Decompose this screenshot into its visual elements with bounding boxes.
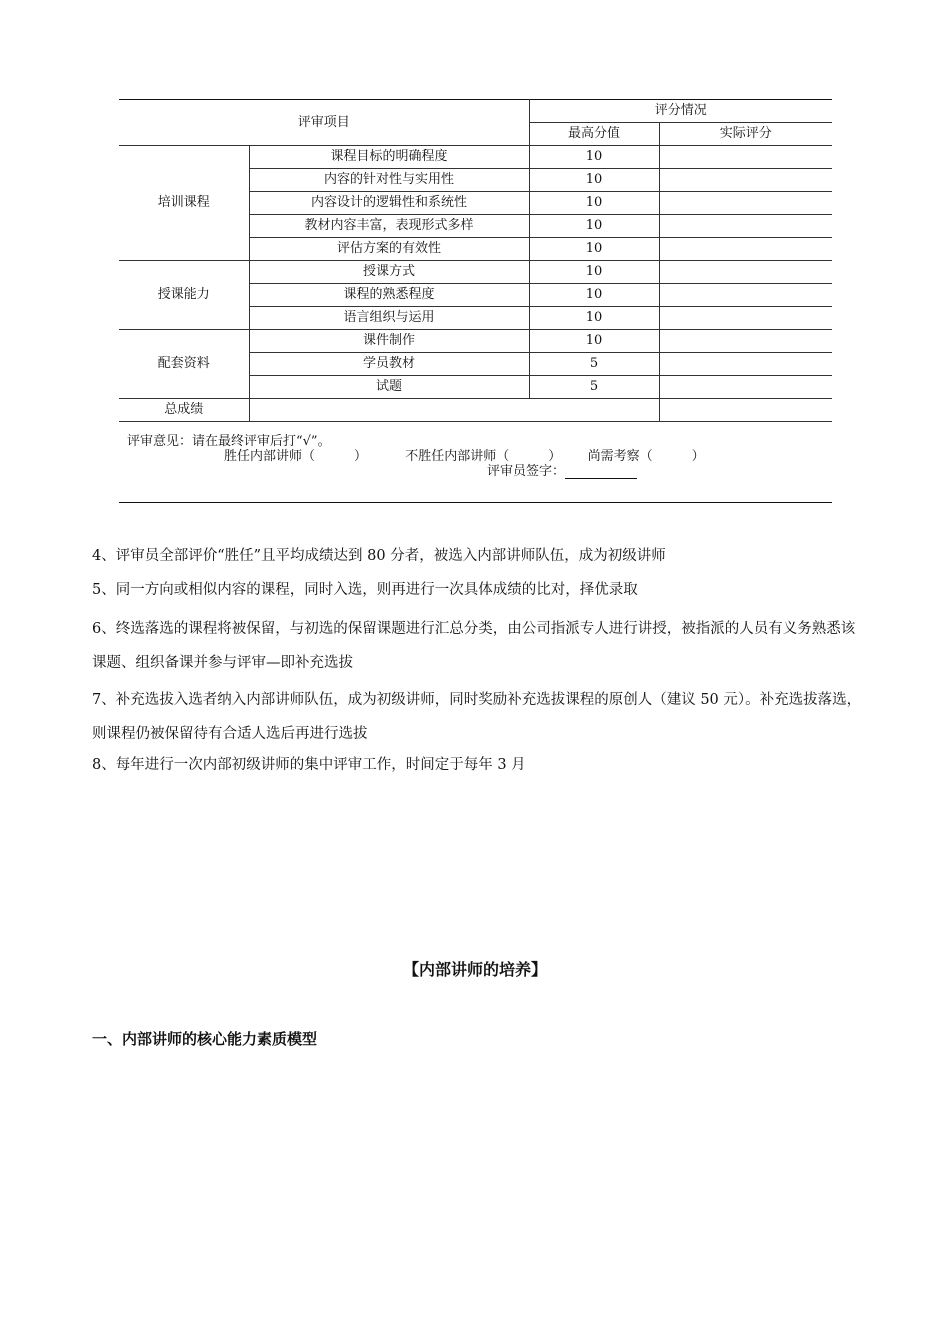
row-item: 语言组织与运用 bbox=[249, 307, 529, 330]
option-pending[interactable]: 尚需考察（ ） bbox=[587, 449, 705, 464]
option-qualified[interactable]: 胜任内部讲师（ ） bbox=[224, 449, 368, 464]
total-label: 总成绩 bbox=[119, 399, 249, 422]
signature-line[interactable] bbox=[565, 466, 637, 479]
option-not-qualified[interactable]: 不胜任内部讲师（ ） bbox=[405, 449, 562, 464]
row-item: 试题 bbox=[249, 376, 529, 399]
row-actual-cell[interactable] bbox=[659, 192, 832, 215]
row-item: 内容设计的逻辑性和系统性 bbox=[249, 192, 529, 215]
row-max: 5 bbox=[529, 353, 659, 376]
group-name: 培训课程 bbox=[119, 146, 249, 261]
header-item: 评审项目 bbox=[119, 100, 529, 146]
opinion-instruction: 评审意见：请在最终评审后打“√”。 bbox=[127, 434, 331, 449]
header-max: 最高分值 bbox=[529, 123, 659, 146]
row-actual-cell[interactable] bbox=[659, 169, 832, 192]
row-item: 内容的针对性与实用性 bbox=[249, 169, 529, 192]
subsection-title: 一、内部讲师的核心能力素质模型 bbox=[92, 1030, 318, 1048]
row-max: 10 bbox=[529, 215, 659, 238]
row-actual-cell[interactable] bbox=[659, 330, 832, 353]
group-name: 授课能力 bbox=[119, 261, 249, 330]
row-max: 10 bbox=[529, 330, 659, 353]
row-max: 10 bbox=[529, 284, 659, 307]
signature-label: 评审员签字： bbox=[487, 464, 566, 479]
evaluation-table bbox=[119, 99, 832, 503]
group-name: 配套资料 bbox=[119, 330, 249, 399]
row-actual-cell[interactable] bbox=[659, 353, 832, 376]
row-actual-cell[interactable] bbox=[659, 238, 832, 261]
row-actual-cell[interactable] bbox=[659, 261, 832, 284]
row-actual-cell[interactable] bbox=[659, 215, 832, 238]
paragraph: 7、补充选拔入选者纳入内部讲师队伍，成为初级讲师，同时奖励补充选拔课程的原创人（建议 50 元）。补充选拔落选，则课程仍被保留待有合适人选后再进行选拔 bbox=[92, 692, 862, 742]
row-actual-cell[interactable] bbox=[659, 146, 832, 169]
row-max: 5 bbox=[529, 376, 659, 399]
header-actual: 实际评分 bbox=[659, 123, 832, 146]
row-max: 10 bbox=[529, 261, 659, 284]
section-title: 【内部讲师的培养】 bbox=[402, 960, 547, 979]
paragraph: 8、每年进行一次内部初级讲师的集中评审工作，时间定于每年 3 月 bbox=[92, 757, 526, 773]
paragraph: 4、评审员全部评价“胜任”且平均成绩达到 80 分者，被选入内部讲师队伍，成为初级讲师 bbox=[92, 548, 666, 564]
row-actual-cell[interactable] bbox=[659, 376, 832, 399]
opinion-cell bbox=[119, 422, 832, 503]
row-actual-cell[interactable] bbox=[659, 307, 832, 330]
total-value-cell[interactable] bbox=[249, 399, 659, 422]
row-item: 授课方式 bbox=[249, 261, 529, 284]
header-score: 评分情况 bbox=[529, 100, 832, 123]
total-actual-cell[interactable] bbox=[659, 399, 832, 422]
row-item: 学员教材 bbox=[249, 353, 529, 376]
row-item: 评估方案的有效性 bbox=[249, 238, 529, 261]
paragraph: 5、同一方向或相似内容的课程，同时入选，则再进行一次具体成绩的比对，择优录取 bbox=[92, 582, 638, 598]
row-max: 10 bbox=[529, 169, 659, 192]
row-max: 10 bbox=[529, 307, 659, 330]
row-item: 课件制作 bbox=[249, 330, 529, 353]
row-max: 10 bbox=[529, 238, 659, 261]
paragraph: 6、终选落选的课程将被保留，与初选的保留课题进行汇总分类，由公司指派专人进行讲授，被指派的人员有义务熟悉该课题、组织备课并参与评审—即补充选拔 bbox=[92, 621, 856, 671]
row-actual-cell[interactable] bbox=[659, 284, 832, 307]
row-item: 课程的熟悉程度 bbox=[249, 284, 529, 307]
row-max: 10 bbox=[529, 192, 659, 215]
row-max: 10 bbox=[529, 146, 659, 169]
row-item: 教材内容丰富，表现形式多样 bbox=[249, 215, 529, 238]
row-item: 课程目标的明确程度 bbox=[249, 146, 529, 169]
